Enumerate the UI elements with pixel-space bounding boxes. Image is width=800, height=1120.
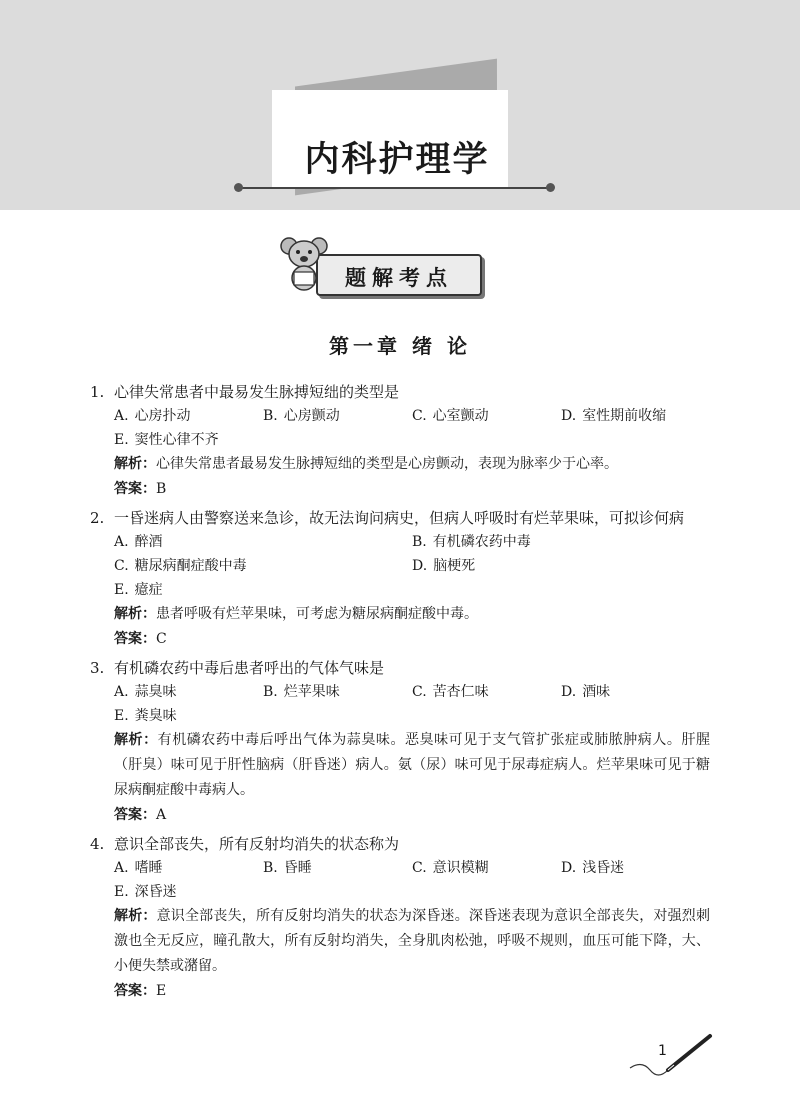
options [114, 404, 710, 452]
question-number: 2. [90, 509, 105, 527]
options [114, 856, 710, 904]
question-number: 1. [90, 383, 105, 401]
question-stem: 意识全部丧失，所有反射均消失的状态称为 [114, 835, 400, 853]
answer: 答案：A [114, 807, 167, 823]
option-b: B. 心房颤动 [263, 408, 340, 424]
option-c: C. 糖尿病酮症酸中毒 [114, 558, 247, 574]
explanation: 解析：心律失常患者最易发生脉搏短绌的类型是心房颤动，表现为脉率少于心率。 [114, 456, 618, 472]
page-number: 1 [658, 1043, 667, 1059]
question-4 [90, 832, 710, 1004]
option-d: D. 室性期前收缩 [561, 408, 667, 424]
option-a: A. 醉酒 [114, 534, 163, 550]
option-e: E. 窦性心律不齐 [114, 432, 219, 448]
badge-label: 题解考点 [345, 266, 453, 290]
option-c: C. 意识模糊 [412, 860, 489, 876]
question-stem: 一昏迷病人由警察送来急诊，故无法询问病史，但病人呼吸时有烂苹果味，可拟诊何病 [114, 509, 685, 527]
chapter-heading: 第一章 绪 论 [329, 334, 471, 358]
answer: 答案：E [114, 983, 167, 999]
option-a: A. 心房扑动 [114, 408, 191, 424]
question-2 [90, 506, 710, 652]
option-d: D. 脑梗死 [412, 558, 476, 574]
question-number: 4. [90, 835, 105, 853]
explanation: 解析：有机磷农药中毒后呼出气体为蒜臭味。恶臭味可见于支气管扩张症或肺脓肿病人。肝腥（肝臭）味可见于肝性脑病（肝昏迷）病人。氨（尿）味可见于尿毒症病人。烂苹果味可见于糖尿病酮症酸中毒病人。 [114, 732, 711, 798]
rule-dot-left [234, 183, 243, 192]
answer: 答案：B [114, 481, 167, 497]
header-band [0, 0, 800, 210]
option-c: C. 心室颤动 [412, 408, 489, 424]
koala-mascot-icon [280, 232, 328, 292]
option-d: D. 浅昏迷 [561, 860, 625, 876]
option-b: B. 有机磷农药中毒 [412, 534, 531, 550]
option-e: E. 粪臭味 [114, 708, 177, 724]
badge-box [316, 254, 482, 296]
explanation: 解析：患者呼吸有烂苹果味，可考虑为糖尿病酮症酸中毒。 [114, 606, 478, 622]
option-a: A. 嗜睡 [114, 860, 163, 876]
rule-dot-right [546, 183, 555, 192]
option-e: E. 癔症 [114, 582, 163, 598]
explanation: 解析：意识全部丧失，所有反射均消失的状态为深昏迷。深昏迷表现为意识全部丧失，对强烈刺激也全无反应，瞳孔散大，所有反射均消失，全身肌肉松弛，呼吸不规则，血压可能下降，大、小便失禁或潴留。 [114, 908, 711, 974]
book-title: 内科护理学 [304, 140, 490, 180]
options [114, 530, 710, 602]
answer: 答案：C [114, 631, 167, 647]
question-stem: 心律失常患者中最易发生脉搏短绌的类型是 [114, 383, 400, 401]
option-e: E. 深昏迷 [114, 884, 177, 900]
header-rule [238, 187, 552, 189]
option-b: B. 昏睡 [263, 860, 312, 876]
option-a: A. 蒜臭味 [114, 684, 177, 700]
question-1 [90, 380, 710, 502]
pen-icon [620, 1030, 720, 1080]
question-stem: 有机磷农药中毒后患者呼出的气体气味是 [114, 659, 385, 677]
options [114, 680, 710, 728]
question-list [90, 380, 710, 1008]
option-c: C. 苦杏仁味 [412, 684, 489, 700]
option-b: B. 烂苹果味 [263, 684, 340, 700]
question-3 [90, 656, 710, 828]
question-number: 3. [90, 659, 105, 677]
option-d: D. 酒味 [561, 684, 611, 700]
